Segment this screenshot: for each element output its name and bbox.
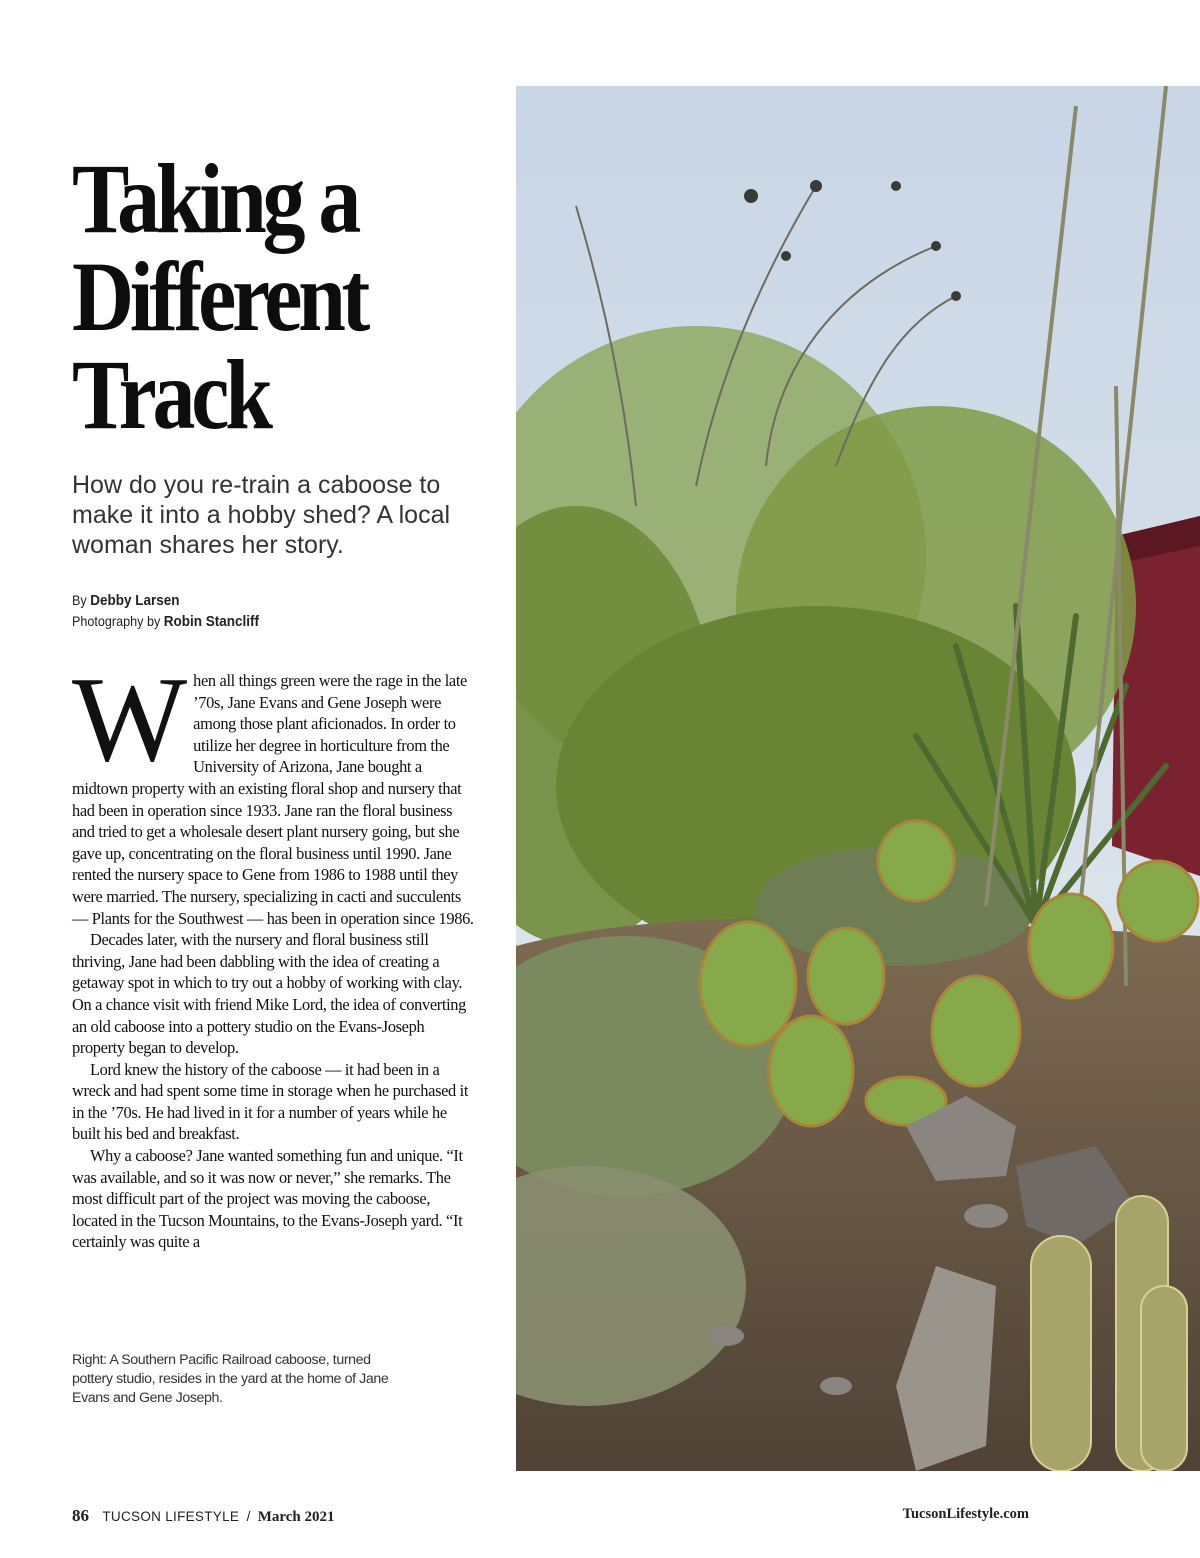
- author-name: Debby Larsen: [90, 592, 180, 609]
- photo-caption: Right: A Southern Pacific Railroad caboose, turned pottery studio, resides in the yard at the home of Jane Evans and Gene Joseph.: [72, 1352, 389, 1406]
- magazine-name: TUCSON LIFESTYLE: [102, 1509, 240, 1524]
- dek-subtitle: How do you re-train a caboose to make it into a hobby shed? A local woman shares her story.: [72, 471, 451, 559]
- folio-separator: /: [246, 1509, 251, 1524]
- headline-line-1: Taking a: [72, 143, 358, 254]
- credits: [72, 590, 450, 632]
- headline-line-2: Different: [72, 241, 367, 352]
- footer-folio: [72, 1506, 335, 1528]
- headline-line-3: Track: [72, 339, 269, 450]
- author-credit: [72, 590, 450, 611]
- paragraph-2: Decades later, with the nursery and floral business still thriving, Jane had been dabbling with the idea of creating a getaway spot in which to try out a hobby of working with clay. On a chance visit with friend Mike Lord, the idea of converting an old caboose into a pottery studio on the Evans-Joseph property began to develop.: [72, 930, 466, 1058]
- photo-prefix: Photography by: [72, 613, 161, 629]
- photo-credit: [72, 611, 450, 632]
- photographer-name: Robin Stancliff: [163, 613, 260, 630]
- page-number: 86: [72, 1506, 89, 1525]
- article-body: [72, 652, 477, 1253]
- by-prefix: By: [72, 592, 87, 608]
- paragraph-4: Why a caboose? Jane wanted something fun and unique. “It was available, and so it was now or never,” she remarks. The most difficult part of the project was moving the caboose, located in the Tucson Mountains, to the Evans-Joseph yard. “It certainly was quite a: [72, 1146, 463, 1252]
- paragraph-1-text: hen all things green were the rage in the late ’70s, Jane Evans and Gene Joseph were among those plant aficionados. In order to utilize her degree in horticulture from the University of Arizona, Jane bought a midtown property with an existing floral shop and nursery that had been in operation since 1933. Jane ran the floral business and tried to get a wholesale desert plant nursery going, but she gave up, concentrating on the floral business until 1990. Jane rented the nursery space to Gene from 1986 to 1988 until they were married. The nursery, specializing in cacti and succulents — Plants for the Southwest — has been in operation since 1986.: [72, 671, 474, 928]
- footer-website: TucsonLifestyle.com: [902, 1506, 1029, 1522]
- caboose-garden-photo: [516, 86, 1200, 1471]
- paragraph-3: Lord knew the history of the caboose — it had been in a wreck and had spent some time in storage when he purchased it in the ’70s. He had lived in it for a number of years while he built his bed and breakfast.: [72, 1059, 469, 1144]
- paragraph-1: [72, 652, 477, 929]
- drop-cap: W: [72, 652, 186, 787]
- headline: [72, 143, 442, 450]
- issue-date: March 2021: [257, 1509, 335, 1525]
